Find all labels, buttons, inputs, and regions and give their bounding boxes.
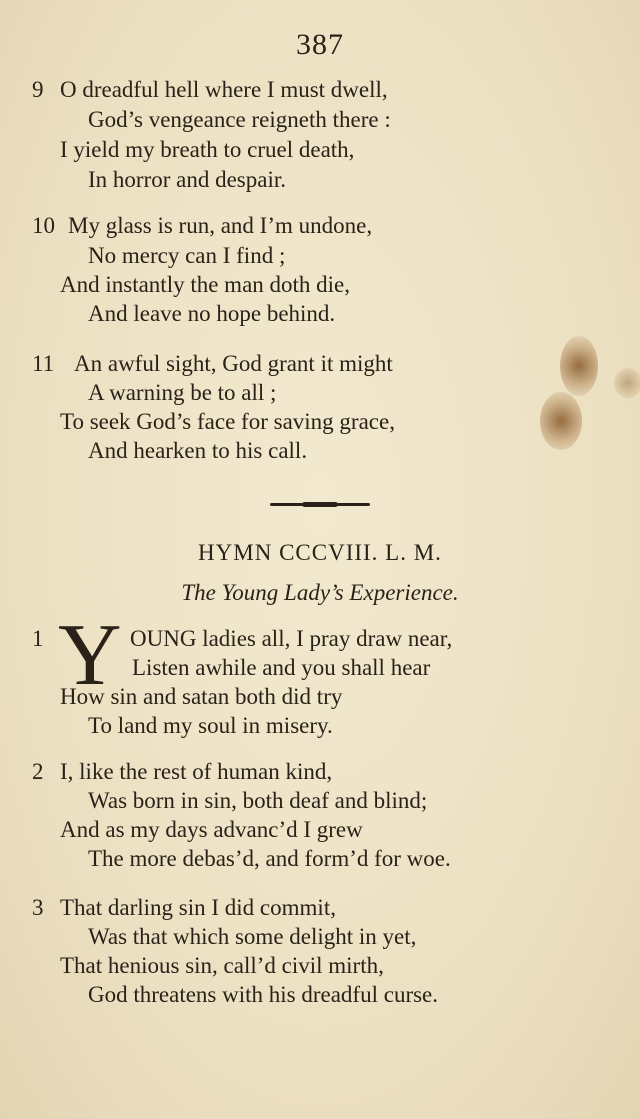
- page-number: 387: [296, 28, 344, 61]
- ink-stain: [560, 336, 598, 396]
- verse-line: To seek God’s face for saving grace,: [60, 409, 395, 434]
- verse-line: An awful sight, God grant it might: [74, 351, 393, 376]
- stanza-number: 9: [32, 77, 44, 102]
- verse-line: My glass is run, and I’m undone,: [68, 213, 373, 238]
- hymn-title: HYMN CCCVIII. L. M.: [198, 540, 442, 565]
- stanza-number: 3: [32, 895, 44, 920]
- ink-stain: [540, 392, 582, 450]
- verse-line: Was born in sin, both deaf and blind;: [88, 788, 428, 813]
- hymn-subtitle: The Young Lady’s Experience.: [181, 580, 459, 605]
- verse-line: How sin and satan both did try: [60, 684, 343, 709]
- verse-line: [130, 624, 452, 653]
- section-divider: [270, 502, 370, 507]
- verse-line-text: ladies all, I pray draw near,: [196, 626, 453, 651]
- verse-line: In horror and despair.: [88, 167, 286, 192]
- verse-line: And hearken to his call.: [88, 438, 308, 463]
- verse-line: To land my soul in misery.: [88, 713, 333, 738]
- verse-line: God threatens with his dreadful curse.: [88, 982, 439, 1007]
- verse-line: O dreadful hell where I must dwell,: [60, 77, 388, 102]
- stanza-number: 11: [32, 351, 55, 376]
- verse-line: And leave no hope behind.: [88, 301, 336, 326]
- stanza-number: 2: [32, 759, 44, 784]
- verse-line: And instantly the man doth die,: [60, 272, 351, 297]
- verse-line: I yield my breath to cruel death,: [60, 137, 355, 162]
- verse-line: God’s vengeance reigneth there :: [88, 107, 391, 132]
- verse-line: Was that which some delight in yet,: [88, 924, 417, 949]
- verse-line: A warning be to all ;: [88, 380, 277, 405]
- first-word-rest: OUNG: [130, 626, 197, 651]
- verse-line: I, like the rest of human kind,: [60, 759, 333, 784]
- verse-line: That darling sin I did commit,: [60, 895, 336, 920]
- verse-line: Listen awhile and you shall hear: [132, 655, 431, 680]
- verse-line: That henious sin, call’d civil mirth,: [60, 953, 384, 978]
- ink-stain: [614, 368, 640, 398]
- verse-line: No mercy can I find ;: [88, 243, 286, 268]
- verse-line: And as my days advanc’d I grew: [60, 817, 363, 842]
- stanza-number: 1: [32, 626, 44, 651]
- drop-cap: Y: [58, 607, 122, 704]
- stanza-number: 10: [32, 213, 55, 238]
- verse-line: The more debas’d, and form’d for woe.: [88, 846, 451, 871]
